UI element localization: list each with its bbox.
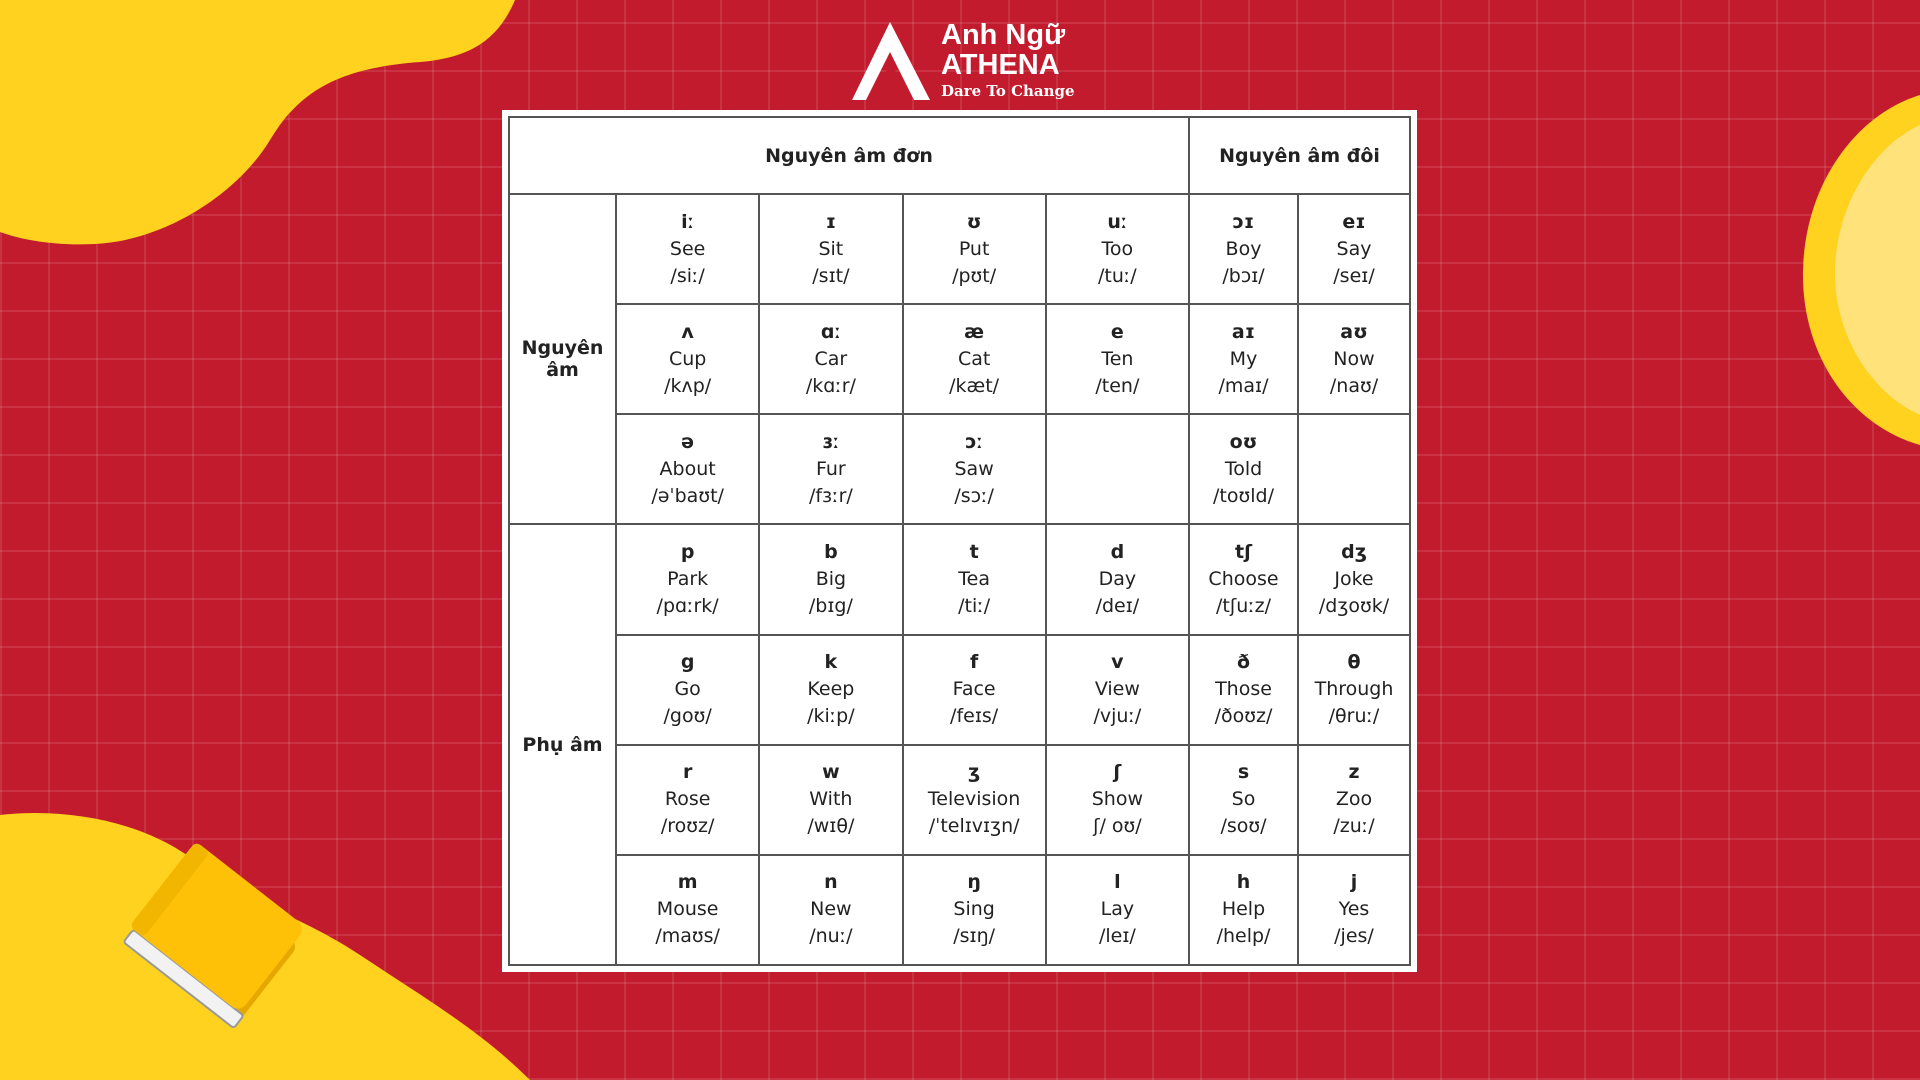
ipa-transcription: /tuː/ [1098, 264, 1137, 287]
sound-cell [1298, 635, 1410, 745]
sound-cell [1298, 194, 1410, 304]
sound-cell [759, 414, 902, 524]
sound-cell [1298, 414, 1410, 524]
sound-symbol: æ [964, 320, 985, 343]
sound-symbol: e [1110, 320, 1124, 343]
sound-cell [1046, 524, 1189, 634]
example-word: Told [1224, 457, 1263, 480]
sound-symbol: ʌ [681, 320, 694, 343]
example-word: Day [1098, 568, 1137, 591]
sound-cell [616, 304, 759, 414]
sound-symbol: eɪ [1342, 210, 1366, 233]
sound-symbol: ʊ [966, 210, 982, 233]
sound-symbol: ɔɪ [1232, 210, 1255, 233]
ipa-transcription: /fɜːr/ [808, 484, 853, 507]
header-diphthongs: Nguyên âm đôi [1189, 117, 1410, 194]
sound-cell [616, 745, 759, 855]
sound-symbol: v [1111, 651, 1124, 674]
example-word: About [659, 457, 716, 480]
sound-cell [616, 194, 759, 304]
example-word: Mouse [656, 898, 719, 921]
sound-cell [1046, 304, 1189, 414]
ipa-transcription: /bɪg/ [808, 595, 853, 618]
example-word: Boy [1225, 237, 1262, 260]
example-word: Zoo [1335, 788, 1373, 811]
table-row [509, 524, 1410, 634]
athena-logo-icon [852, 20, 930, 102]
example-word: My [1229, 347, 1258, 370]
sound-cell [616, 524, 759, 634]
ipa-transcription: ʃ/ oʊ/ [1093, 815, 1142, 838]
sound-cell [616, 635, 759, 745]
sound-cell [1189, 524, 1298, 634]
sound-cell [903, 524, 1046, 634]
sound-cell [759, 194, 902, 304]
ipa-transcription: /feɪs/ [950, 705, 999, 728]
section-label: Phụ âm [509, 524, 616, 965]
ipa-transcription: /tiː/ [958, 595, 991, 618]
table-row [509, 745, 1410, 855]
example-word: Those [1215, 678, 1272, 701]
sound-symbol: m [677, 871, 698, 894]
ipa-transcription: /sɪŋ/ [953, 925, 996, 948]
example-word: Keep [807, 678, 855, 701]
sound-cell [759, 855, 902, 965]
example-word: Cup [668, 347, 707, 370]
ipa-transcription: /pʊt/ [952, 264, 997, 287]
sound-symbol: ɑː [820, 320, 841, 343]
logo-line-2: ATHENA [941, 49, 1060, 81]
sound-cell [1189, 414, 1298, 524]
table-row [509, 304, 1410, 414]
athena-logo [852, 18, 1075, 104]
table-row [509, 855, 1410, 965]
sound-symbol: z [1348, 761, 1360, 784]
ipa-transcription: /kɑːr/ [805, 374, 856, 397]
example-word: View [1094, 678, 1140, 701]
ipa-transcription: /maʊs/ [655, 925, 720, 948]
ipa-transcription: /maɪ/ [1218, 374, 1269, 397]
sound-symbol: j [1350, 871, 1358, 894]
sound-cell [1046, 635, 1189, 745]
ipa-transcription: /roʊz/ [660, 815, 715, 838]
example-word: Ten [1101, 347, 1134, 370]
sound-symbol: b [824, 541, 838, 564]
example-word: Face [952, 678, 996, 701]
sound-cell [903, 194, 1046, 304]
example-word: Help [1221, 898, 1266, 921]
sound-symbol: ŋ [967, 871, 981, 894]
sound-cell [903, 304, 1046, 414]
sound-cell [1189, 745, 1298, 855]
example-word: Sing [953, 898, 995, 921]
yellow-blob-right [1795, 95, 1920, 445]
ipa-transcription: /deɪ/ [1095, 595, 1140, 618]
sound-cell [903, 855, 1046, 965]
sound-cell [759, 635, 902, 745]
sound-cell [1298, 855, 1410, 965]
sound-cell [1046, 194, 1189, 304]
ipa-transcription: /nuː/ [809, 925, 853, 948]
sound-symbol: l [1114, 871, 1121, 894]
example-word: New [810, 898, 852, 921]
sound-symbol: ð [1236, 651, 1251, 674]
sound-symbol: dʒ [1341, 541, 1367, 564]
ipa-transcription: /əˈbaʊt/ [651, 484, 724, 507]
ipa-transcription: /tʃuːz/ [1215, 595, 1272, 618]
ipa-transcription: /soʊ/ [1220, 815, 1267, 838]
example-word: Fur [816, 457, 846, 480]
ipa-transcription: /sɔː/ [954, 484, 994, 507]
ipa-transcription: /jes/ [1334, 925, 1374, 948]
sound-symbol: aʊ [1340, 320, 1368, 343]
sound-cell [1046, 855, 1189, 965]
sound-symbol: p [680, 541, 695, 564]
ipa-chart-panel [502, 110, 1417, 972]
example-word: Television [927, 788, 1021, 811]
sound-cell [903, 414, 1046, 524]
example-word: Park [667, 568, 709, 591]
sound-symbol: k [824, 651, 838, 674]
example-word: With [809, 788, 853, 811]
sound-symbol: ʃ [1113, 761, 1122, 784]
ipa-transcription: /kʌp/ [664, 374, 712, 397]
ipa-transcription: /pɑːrk/ [656, 595, 719, 618]
example-word: Big [815, 568, 847, 591]
example-word: Saw [954, 457, 994, 480]
sound-cell [759, 304, 902, 414]
ipa-transcription: /vjuː/ [1093, 705, 1142, 728]
sound-cell [1189, 635, 1298, 745]
example-word: Too [1101, 237, 1134, 260]
logo-tagline: Dare To Change [941, 82, 1075, 100]
sound-cell [1298, 304, 1410, 414]
sound-symbol: ə [681, 430, 695, 453]
sound-symbol: ɔː [965, 430, 983, 453]
ipa-transcription: /kæt/ [949, 374, 1000, 397]
sound-symbol: aɪ [1231, 320, 1256, 343]
sound-cell [1189, 855, 1298, 965]
table-row [509, 635, 1410, 745]
ipa-transcription: /goʊ/ [663, 705, 712, 728]
sound-symbol: d [1110, 541, 1125, 564]
example-word: Show [1091, 788, 1144, 811]
example-word: Rose [664, 788, 711, 811]
sound-cell [1046, 414, 1189, 524]
sound-cell [903, 635, 1046, 745]
example-word: See [669, 237, 706, 260]
sound-symbol: w [822, 761, 840, 784]
sound-cell [903, 745, 1046, 855]
example-word: Car [814, 347, 848, 370]
example-word: Now [1333, 347, 1375, 370]
sound-cell [1298, 745, 1410, 855]
example-word: Tea [958, 568, 990, 591]
example-word: Lay [1100, 898, 1135, 921]
table-row [509, 414, 1410, 524]
sound-symbol: uː [1107, 210, 1128, 233]
book-icon [95, 830, 325, 1060]
sound-symbol: f [969, 651, 979, 674]
ipa-transcription: /leɪ/ [1098, 925, 1136, 948]
ipa-transcription: /toʊld/ [1213, 484, 1274, 507]
ipa-transcription: /seɪ/ [1333, 264, 1375, 287]
example-word: Sit [818, 237, 844, 260]
sound-cell [616, 414, 759, 524]
example-word: Joke [1334, 568, 1374, 591]
sound-symbol: t [969, 541, 979, 564]
example-word: Go [674, 678, 701, 701]
example-word: Yes [1338, 898, 1370, 921]
logo-line-1: Anh Ngữ [941, 19, 1066, 51]
sound-symbol: ɜː [822, 430, 840, 453]
table-row [509, 194, 1410, 304]
ipa-transcription: /dʒoʊk/ [1318, 595, 1390, 618]
yellow-blob-top-left [0, 0, 520, 260]
sound-cell [1298, 524, 1410, 634]
ipa-table [508, 116, 1411, 966]
ipa-transcription: /ˈtelɪvɪʒn/ [928, 815, 1020, 838]
ipa-transcription: /sɪt/ [812, 264, 850, 287]
sound-symbol: ʒ [968, 761, 981, 784]
sound-symbol: g [680, 651, 695, 674]
ipa-transcription: /bɔɪ/ [1222, 264, 1265, 287]
sound-cell [1189, 194, 1298, 304]
sound-symbol: n [824, 871, 838, 894]
header-monophthongs: Nguyên âm đơn [509, 117, 1189, 194]
sound-cell [616, 855, 759, 965]
example-word: Put [958, 237, 990, 260]
example-word: Choose [1208, 568, 1279, 591]
sound-symbol: ɪ [825, 210, 837, 233]
sound-symbol: s [1237, 761, 1250, 784]
ipa-transcription: /wɪθ/ [807, 815, 855, 838]
example-word: Cat [957, 347, 991, 370]
ipa-transcription: /zuː/ [1333, 815, 1375, 838]
ipa-transcription: /help/ [1216, 925, 1271, 948]
ipa-transcription: /siː/ [670, 264, 705, 287]
ipa-transcription: /ten/ [1095, 374, 1140, 397]
sound-symbol: r [682, 761, 693, 784]
sound-cell [759, 745, 902, 855]
sound-symbol: oʊ [1229, 430, 1258, 453]
sound-symbol: iː [681, 210, 695, 233]
sound-cell [1189, 304, 1298, 414]
sound-symbol: tʃ [1235, 541, 1252, 564]
ipa-transcription: /naʊ/ [1329, 374, 1379, 397]
example-word: Through [1314, 678, 1394, 701]
ipa-transcription: /kiːp/ [807, 705, 855, 728]
sound-cell [759, 524, 902, 634]
sound-cell [1046, 745, 1189, 855]
sound-symbol: θ [1347, 651, 1361, 674]
sound-symbol: h [1236, 871, 1251, 894]
section-label: Nguyên âm [509, 194, 616, 524]
ipa-transcription: /ðoʊz/ [1214, 705, 1273, 728]
example-word: So [1231, 788, 1256, 811]
example-word: Say [1336, 237, 1372, 260]
ipa-transcription: /θruː/ [1328, 705, 1380, 728]
